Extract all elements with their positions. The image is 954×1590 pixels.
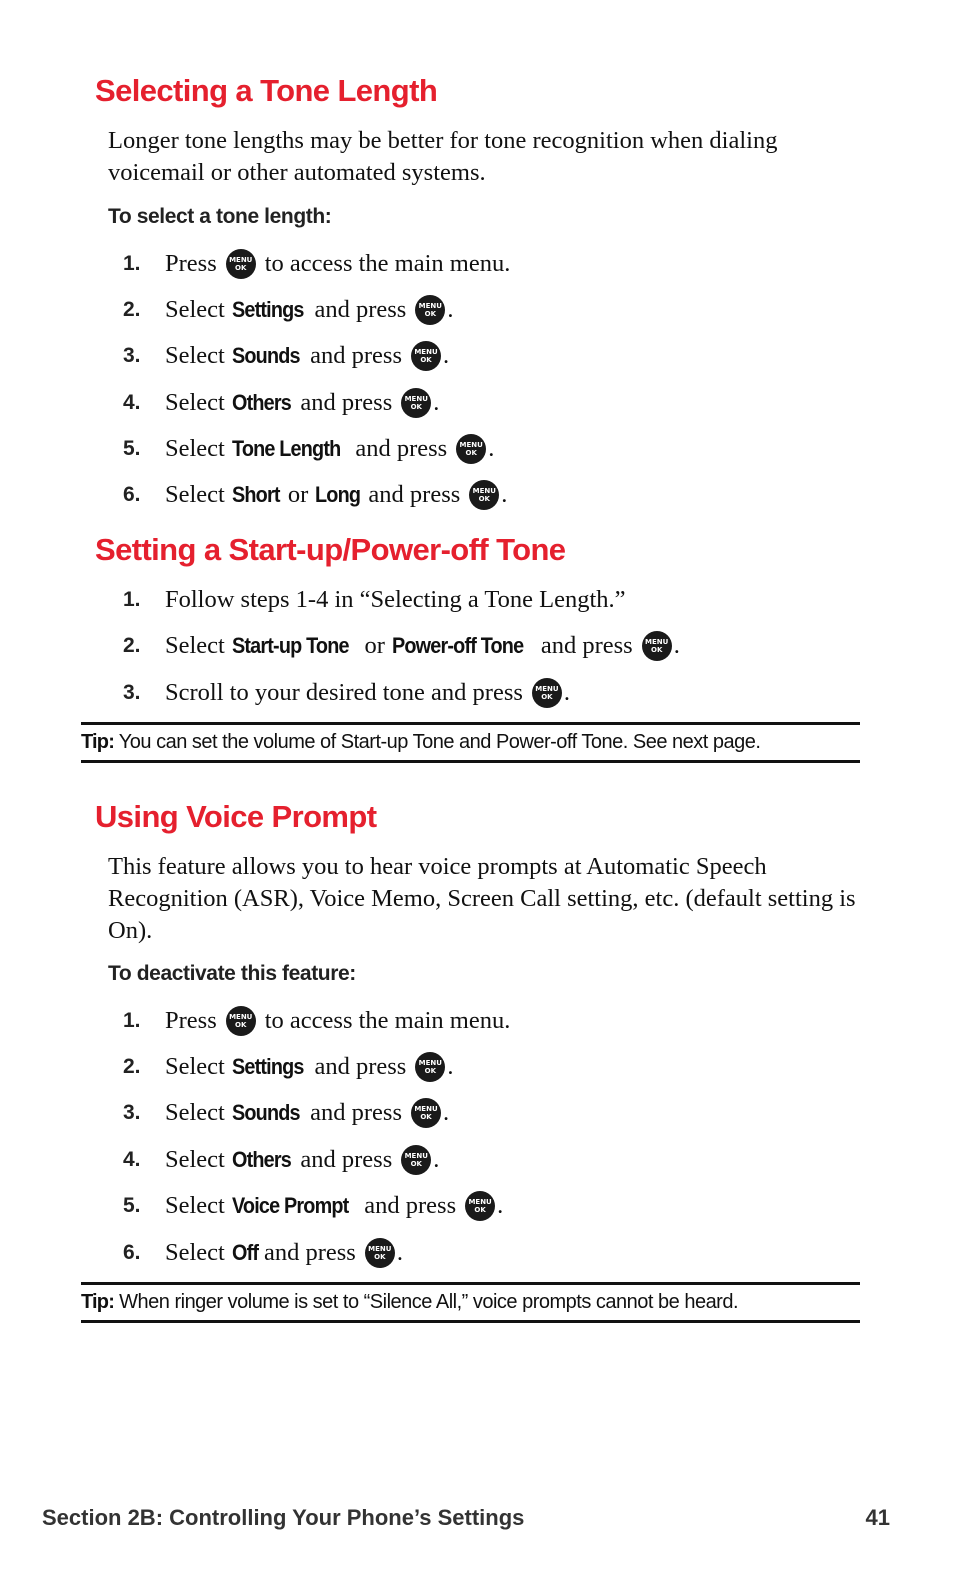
step-end: . [497,1192,504,1219]
step-number: 1. [123,588,141,611]
step-6 [123,1236,403,1270]
step-6 [123,478,507,512]
step-text: Select [165,1192,225,1219]
tone-length-subhead: To select a tone length: [108,205,332,228]
menu-option: Long [315,482,361,507]
step-number: 3. [123,681,141,704]
step-text: to access the main menu. [264,250,511,277]
menu-option: Voice Prompt [231,1193,349,1218]
step-text: and press [314,1053,407,1080]
step-text: Press [165,250,217,277]
page-number: 41 [865,1505,890,1530]
menu-option: Sounds [231,343,300,368]
step-1 [123,1004,510,1038]
step-text: Select [165,1053,225,1080]
step-end: . [443,342,450,369]
section-title-tone-length: Selecting a Tone Length [95,73,438,108]
step-text: to access the main menu. [264,1007,511,1034]
step-text: and press [310,342,402,369]
step-text: and press [355,435,448,462]
menu-ok-icon: MENU OK [226,1006,256,1036]
menu-ok-icon: MENU OK [411,341,441,371]
menu-ok-icon: MENU OK [456,434,486,464]
step-text: Select [165,481,225,508]
menu-ok-icon: MENU OK [226,249,256,279]
step-number: 2. [123,298,141,321]
section-title-voice-prompt: Using Voice Prompt [95,799,377,834]
menu-option: Others [231,390,291,415]
menu-ok-icon: MENU OK [642,631,672,661]
step-text: Scroll to your desired tone and press [165,679,523,706]
footer-section-title: Section 2B: Controlling Your Phone’s Settings [42,1505,525,1530]
step-5 [123,432,494,466]
step-end: . [563,679,571,706]
section-title-startup-tone: Setting a Start-up/Power-off Tone [95,532,566,567]
menu-option: Power-off Tone [391,633,524,658]
menu-ok-icon: MENU OK [401,388,431,418]
menu-ok-icon: MENU OK [411,1098,441,1128]
step-number: 5. [123,437,141,460]
menu-option: Short [231,482,280,507]
step-end: . [396,1239,403,1266]
step-text: and press [364,1192,457,1219]
tip-label: Tip: [81,1291,115,1313]
step-number: 3. [123,344,141,367]
step-text: Select [165,632,225,659]
step-text: Press [165,1007,217,1034]
step-number: 2. [123,1055,141,1078]
step-text: and press [368,481,461,508]
menu-option: Sounds [231,1100,300,1125]
step-5 [123,1189,503,1223]
menu-ok-icon: MENU OK [415,295,445,325]
step-text: Select [165,389,225,416]
step-end: . [488,435,495,462]
step-text: and press [263,1239,356,1266]
menu-option: Start-up Tone [231,633,349,658]
step-number: 1. [123,252,141,275]
step-2 [123,1050,453,1084]
voice-prompt-subhead: To deactivate this feature: [108,962,356,985]
step-end: . [501,481,508,508]
step-1 [123,247,510,281]
tip-box [81,1282,860,1323]
step-text: or [287,481,309,508]
step-1 [123,583,626,617]
menu-ok-icon: MENU OK [415,1052,445,1082]
voice-prompt-intro: This feature allows you to hear voice prompts at Automatic Speech Recognition (ASR), Voice Memo, Screen Call setting, etc. (default setting is On). [108,853,856,944]
step-3 [123,676,570,710]
step-end: . [447,296,454,323]
step-number: 6. [123,1241,141,1264]
step-3 [123,1096,449,1130]
step-text: Select [165,1146,225,1173]
menu-option: Others [231,1147,291,1172]
step-text: and press [310,1099,402,1126]
step-text: Select [165,435,225,462]
menu-ok-icon: MENU OK [532,678,562,708]
menu-ok-icon: MENU OK [465,1191,495,1221]
step-end: . [673,632,680,659]
step-2 [123,293,453,327]
step-number: 5. [123,1194,141,1217]
step-text: and press [540,632,633,659]
tip-label: Tip: [81,731,115,753]
step-text: Select [165,1239,225,1266]
step-3 [123,339,449,373]
step-text: and press [300,389,393,416]
step-end: . [447,1053,454,1080]
step-end: . [433,389,440,416]
step-number: 4. [123,1148,141,1171]
step-text: Follow steps 1-4 in “Selecting a Tone Length.” [165,586,626,613]
step-4 [123,1143,439,1177]
step-number: 6. [123,483,141,506]
step-number: 4. [123,391,141,414]
menu-option: Settings [231,297,304,322]
menu-ok-icon: MENU OK [469,480,499,510]
tip-box [81,722,860,763]
tone-length-intro: Longer tone lengths may be better for tone recognition when dialing voicemail or other automated systems. [108,127,778,186]
menu-ok-icon: MENU OK [365,1238,395,1268]
page-footer [42,1505,890,1531]
step-end: . [443,1099,450,1126]
menu-option: Tone Length [231,436,341,461]
step-text: and press [314,296,407,323]
step-4 [123,386,439,420]
step-text: Select [165,296,225,323]
step-text: Select [165,1099,225,1126]
step-number: 3. [123,1101,141,1124]
tip-text: You can set the volume of Start-up Tone and Power-off Tone. See next page. [118,731,761,753]
step-text: or [364,632,385,659]
step-number: 1. [123,1009,141,1032]
menu-option: Settings [231,1054,304,1079]
step-text: and press [300,1146,393,1173]
menu-option: Off [231,1240,259,1265]
step-number: 2. [123,634,141,657]
menu-ok-icon: MENU OK [401,1145,431,1175]
step-2 [123,629,680,663]
tip-text: When ringer volume is set to “Silence All,” voice prompts cannot be heard. [119,1291,739,1313]
step-text: Select [165,342,225,369]
step-end: . [433,1146,440,1173]
